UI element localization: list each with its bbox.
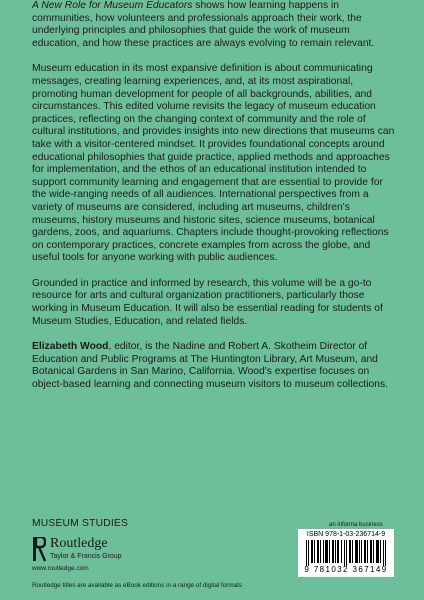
routledge-logo-icon (32, 537, 46, 565)
editor-bio (32, 341, 396, 391)
description-paragraph-1 (32, 0, 396, 50)
description-paragraph-2: Museum education in its most expansive definition is about communicating messages, creating learning experiences, and, at its most aspirational, promoting human development for people of all backgrounds, abilities, and circumstances. This edited volume revisits the legacy of museum education practices, reflecting on the changing context of community and the role of cultural institutions, and provides insights into new directions that museums can take with a visitor-centered mindset. It provides foundational concepts around educational philosophies that guide practice, applied methods and approaches for implementation, and the ethos of an educational institution intended to support community learning and engagement that are essential to provide for the wide-ranging needs of all audiences. International perspectives from a variety of museums are considered, including art museums, children's museums, history museums and historic sites, science museums, botanical gardens, zoos, and aquariums. Chapters include thought-provoking reflections on contemporary practices, concrete examples from across the globe, and useful tools for anyone working with public audiences. (32, 63, 395, 264)
description-text: shows how learning happens in communities, how volunteers and professionals approach their work, the underlying principles and philosophies that guide the work of museum education, and how these practices are always evolving to remain relevant. (32, 0, 375, 49)
ebook-footer-note: Routledge titles are available as eBook editions in a range of digital formats (32, 582, 243, 589)
back-cover-text (32, 0, 396, 405)
barcode-number: 9 781032 367149 (304, 565, 388, 574)
subject-category: MUSEUM STUDIES (32, 518, 129, 529)
publisher-url: www.routledge.com (32, 565, 89, 572)
isbn-label: ISBN 978-1-03-236714-9 (306, 531, 386, 538)
publisher-name: Routledge (50, 536, 108, 551)
editor-name: Elizabeth Wood (32, 341, 109, 353)
book-title: A New Role for Museum Educators (32, 0, 193, 11)
barcode-bars-icon (306, 540, 386, 566)
informa-tagline: an informa business (329, 522, 383, 528)
description-paragraph-3: Grounded in practice and informed by research, this volume will be a go-to resource for arts and cultural organization practitioners, particularly those working in Museum Education. It will also be essential reading for students of Museum Studies, Education, and related fields. (32, 277, 383, 327)
barcode (298, 529, 394, 577)
publisher-group: Taylor & Francis Group (50, 553, 122, 560)
editor-bio-text: , editor, is the Nadine and Robert A. Skotheim Director of Education and Public Programs at The Huntington Library, Art Museum, and Botanical Gardens in San Marino, California. Wood's expertise focuses on object-based learning and connecting museum visitors to museum collections. (32, 341, 388, 391)
publisher-block (32, 535, 172, 571)
